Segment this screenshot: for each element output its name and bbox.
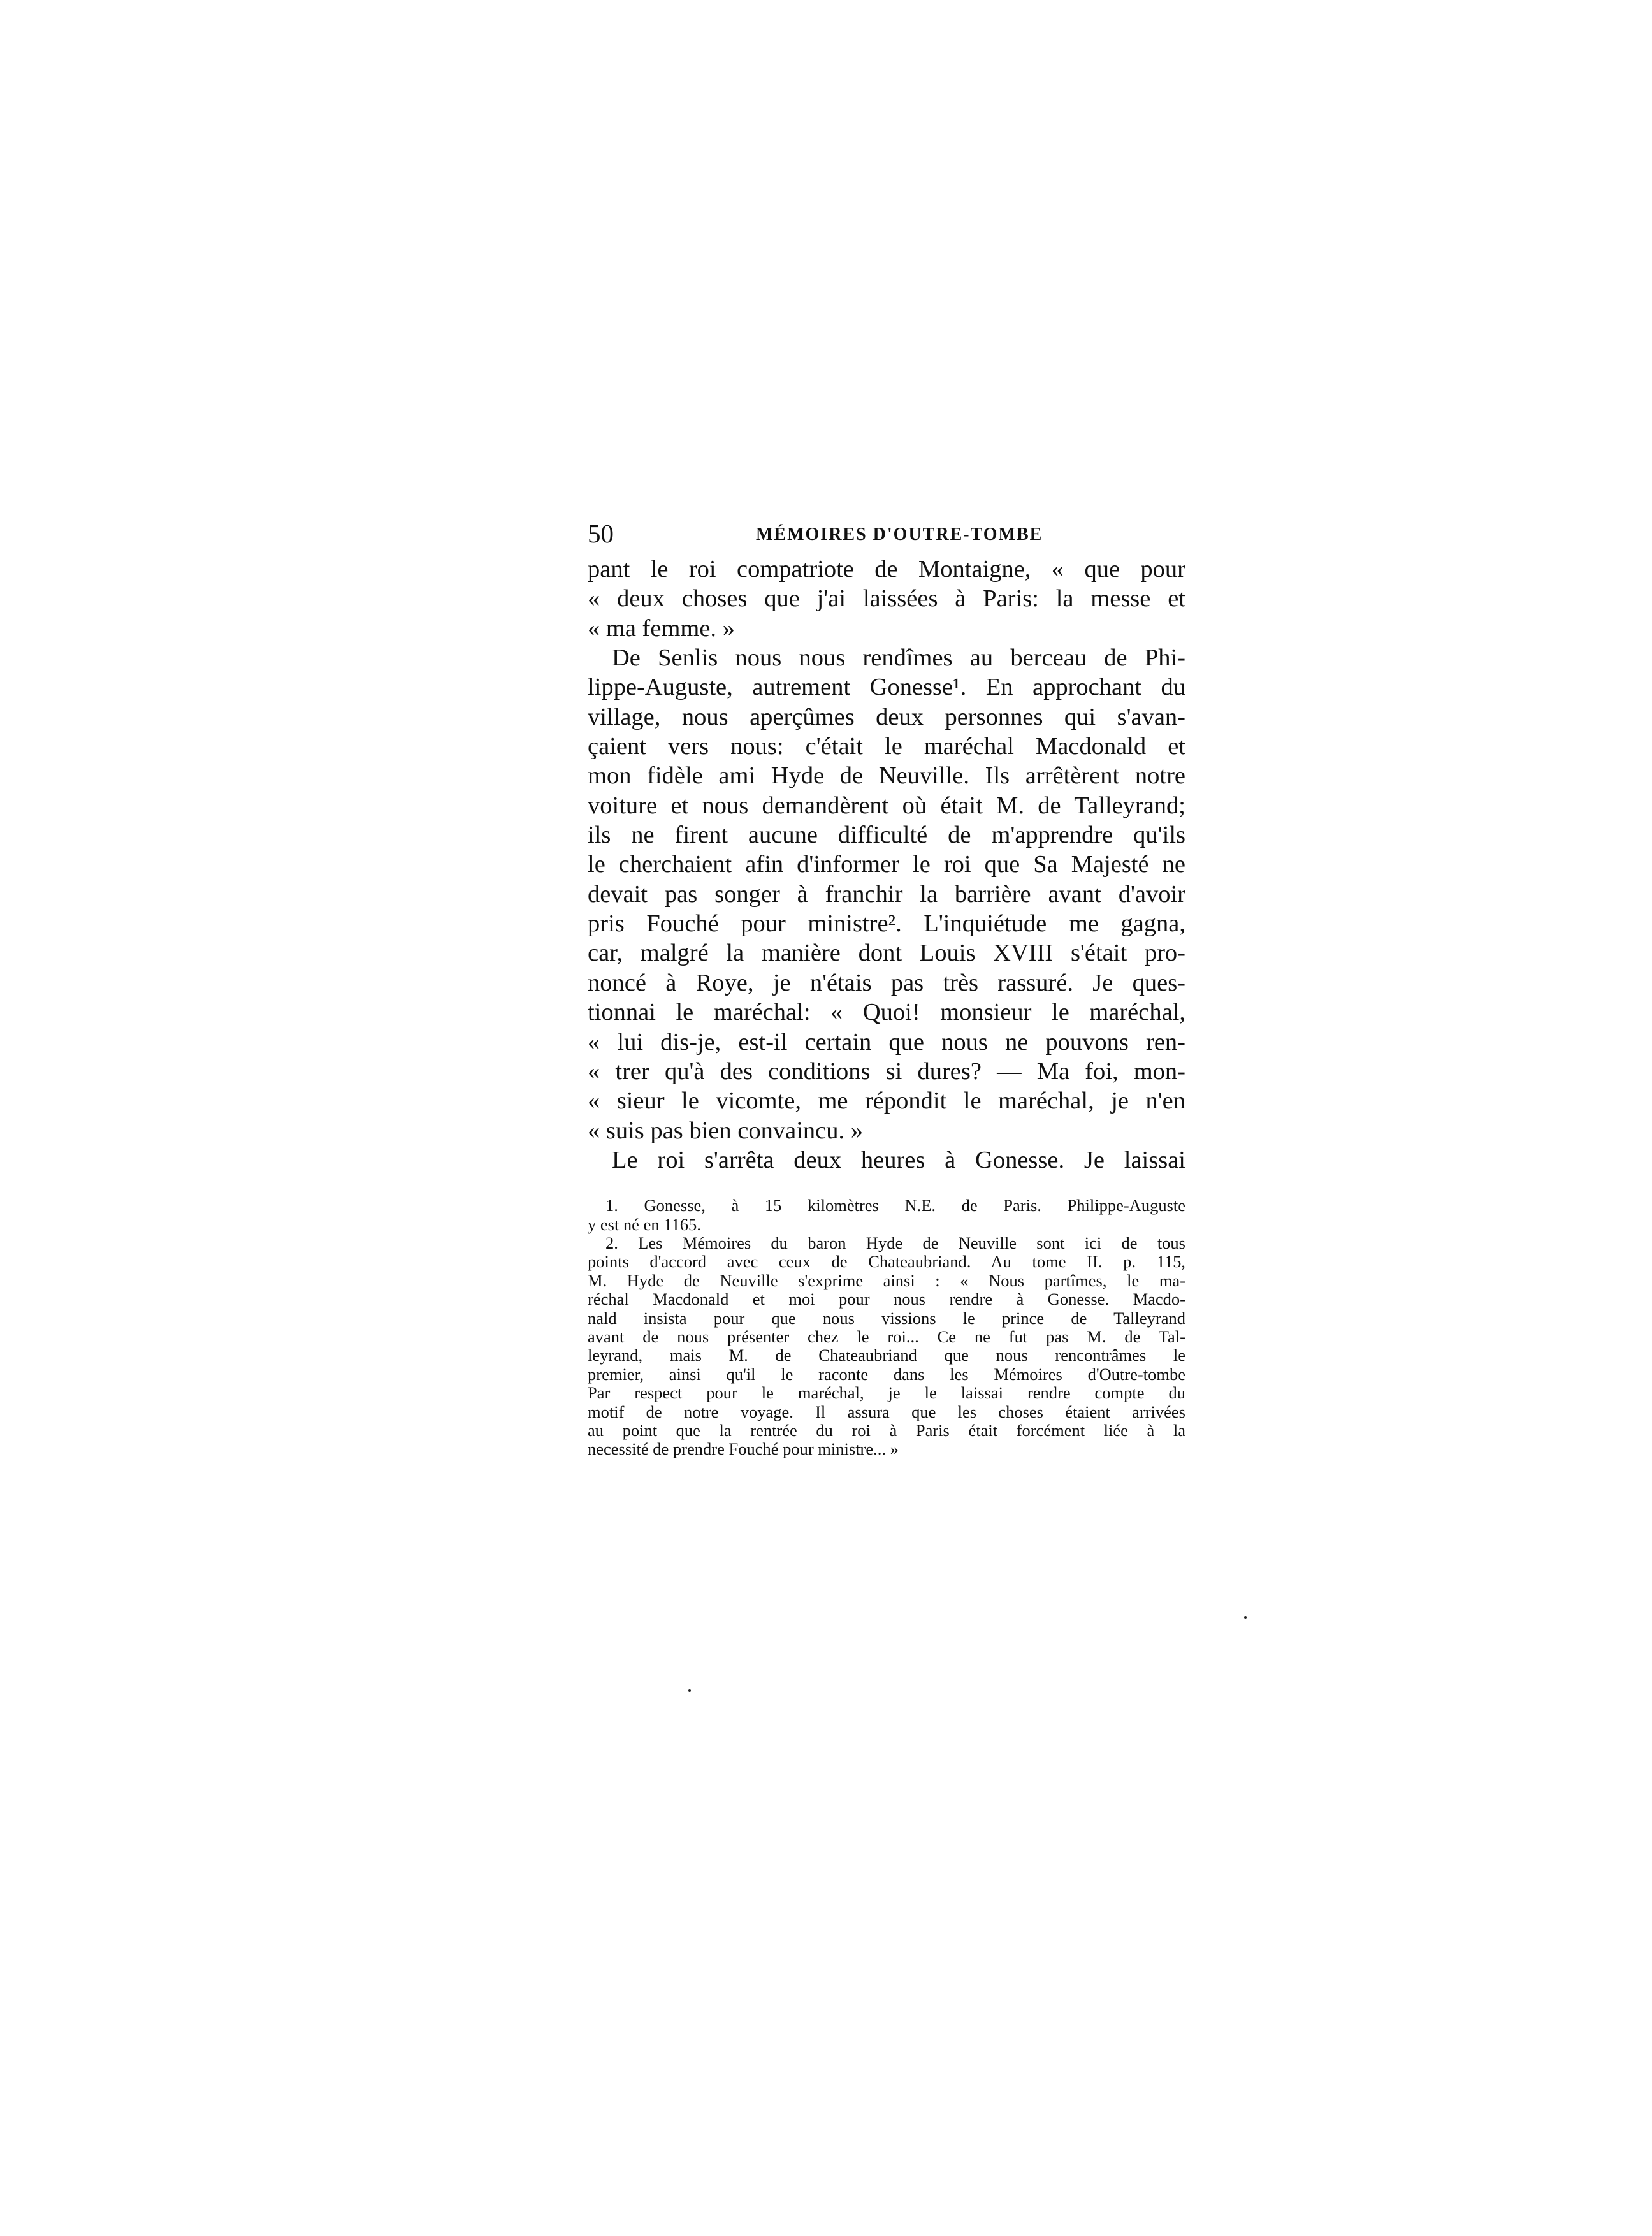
footnote-line: premier, ainsi qu'il le raconte dans les Mémoires d'Outre-tombe (588, 1364, 1185, 1384)
footnote-line: réchal Macdonald et moi pour nous rendre à Gonesse. Macdo- (588, 1289, 1185, 1309)
body-line: lippe-Auguste, autrement Gonesse¹. En approchant du (588, 674, 1185, 701)
footnote-line: Par respect pour le maréchal, je le laissai rendre compte du (588, 1383, 1185, 1403)
footnote-line: M. Hyde de Neuville s'exprime ainsi : « Nous partîmes, le ma- (588, 1270, 1185, 1290)
running-title: MÉMOIRES D'OUTRE-TOMBE (756, 525, 1043, 544)
page-content (588, 518, 1185, 1459)
body-line: le cherchaient afin d'informer le roi que Sa Majesté ne (588, 851, 1185, 878)
body-line: tionnai le maréchal: « Quoi! monsieur le maréchal, (588, 999, 1185, 1026)
scan-speck (688, 1689, 691, 1692)
body-line: noncé à Roye, je n'étais pas très rassuré. Je ques- (588, 969, 1185, 996)
body-line: voiture et nous demandèrent où était M. de Talleyrand; (588, 792, 1185, 819)
body-line: « lui dis-je, est-il certain que nous ne pouvons ren- (588, 1028, 1185, 1056)
footnote-line: nald insista pour que nous vissions le prince de Talleyrand (588, 1308, 1185, 1328)
body-line: devait pas songer à franchir la barrière avant d'avoir (588, 880, 1185, 908)
body-line: ils ne firent aucune difficulté de m'apprendre qu'ils (588, 822, 1185, 849)
body-line: « sieur le vicomte, me répondit le maréchal, je n'en (588, 1087, 1185, 1115)
body-text (588, 555, 1185, 1175)
body-line: « deux choses que j'ai laissées à Paris: la messe et (588, 585, 1185, 613)
body-line: « ma femme. » (588, 614, 735, 642)
body-line: çaient vers nous: c'était le maréchal Macdonald et (588, 733, 1185, 760)
scan-speck (1244, 1616, 1247, 1619)
footnote-line: y est né en 1165. (588, 1214, 701, 1234)
running-header (588, 518, 1185, 549)
body-line: Le roi s'arrêta deux heures à Gonesse. Je laissai (612, 1146, 1185, 1173)
body-line: car, malgré la manière dont Louis XVIII s'était pro- (588, 940, 1185, 967)
body-line: pris Fouché pour ministre². L'inquiétude me gagna, (588, 910, 1185, 938)
body-line: mon fidèle ami Hyde de Neuville. Ils arrêtèrent notre (588, 762, 1185, 790)
body-line: De Senlis nous nous rendîmes au berceau de Phi- (612, 644, 1185, 672)
page-number: 50 (588, 519, 614, 548)
footnote-line: motif de notre voyage. Il assura que les choses étaient arrivées (588, 1402, 1185, 1421)
footnote-line: 1. Gonesse, à 15 kilomètres N.E. de Paris. Philippe-Auguste (605, 1196, 1185, 1216)
footnote-line: necessité de prendre Fouché pour ministre... » (588, 1439, 899, 1459)
footnote-line: points d'accord avec ceux de Chateaubriand. Au tome II. p. 115, (588, 1252, 1185, 1272)
footnote-line: leyrand, mais M. de Chateaubriand que nous rencontrâmes le (588, 1346, 1185, 1365)
footnote-line: 2. Les Mémoires du baron Hyde de Neuville sont ici de tous (605, 1233, 1185, 1252)
body-line: « trer qu'à des conditions si dures? — Ma foi, mon- (588, 1057, 1185, 1085)
body-line: village, nous aperçûmes deux personnes qui s'avan- (588, 703, 1185, 730)
footnote-line: au point que la rentrée du roi à Paris était forcément liée à la (588, 1420, 1185, 1440)
body-line: pant le roi compatriote de Montaigne, « que pour (588, 556, 1185, 583)
footnote-line: avant de nous présenter chez le roi... Ce ne fut pas M. de Tal- (588, 1326, 1185, 1346)
body-line: « suis pas bien convaincu. » (588, 1117, 863, 1144)
footnotes (588, 1196, 1185, 1458)
